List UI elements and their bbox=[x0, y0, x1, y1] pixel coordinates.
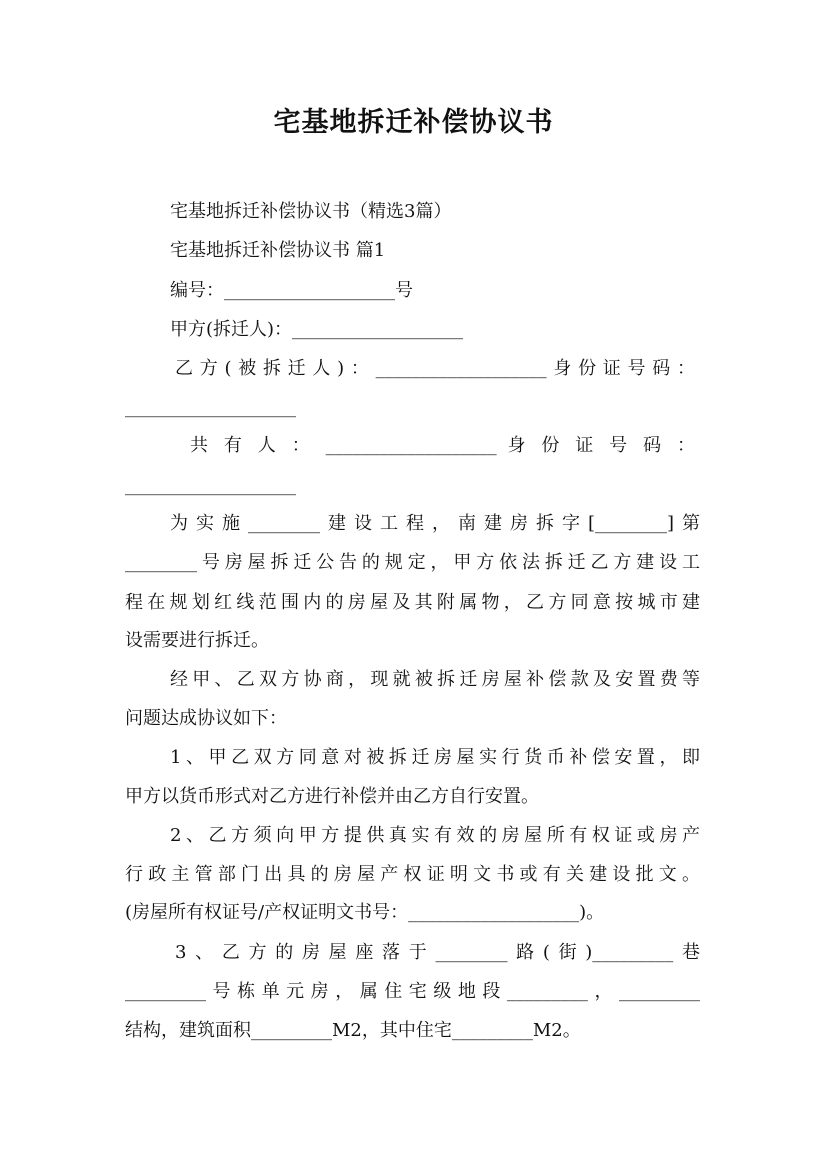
paragraph-line: 设需要进行拆迁。 bbox=[125, 630, 269, 651]
paragraph-line: 编号：___________________号 bbox=[170, 280, 413, 301]
paragraph-line: 问题达成协议如下： bbox=[125, 708, 287, 729]
paragraph-line: 3、乙方的房屋座落于________路(街)_________巷 bbox=[175, 942, 700, 963]
paragraph-line: 1、甲乙双方同意对被拆迁房屋实行货币补偿安置，即 bbox=[170, 747, 700, 768]
document-title: 宅基地拆迁补偿协议书 bbox=[273, 107, 554, 138]
paragraph-line: 甲方以货币形式对乙方进行补偿并由乙方自行安置。 bbox=[125, 786, 539, 807]
paragraph-line: ___________________ bbox=[125, 475, 296, 496]
paragraph-line: 程在规划红线范围内的房屋及其附属物，乙方同意按城市建 bbox=[125, 592, 700, 613]
paragraph-line: ___________________ bbox=[125, 397, 296, 418]
paragraph-line: (房屋所有权证号/产权证明文书号：___________________)。 bbox=[125, 902, 605, 923]
paragraph-line: ________号房屋拆迁公告的规定，甲方依法拆迁乙方建设工 bbox=[125, 552, 700, 573]
paragraph-line: 2、乙方须向甲方提供真实有效的房屋所有权证或房产 bbox=[170, 825, 700, 846]
paragraph-line: 乙方(被拆迁人)：___________________身份证号码： bbox=[175, 358, 695, 379]
paragraph-line: 甲方(拆迁人)：___________________ bbox=[170, 319, 464, 340]
paragraph-line: 行政主管部门出具的房屋产权证明文书或有关建设批文。 bbox=[125, 864, 700, 885]
paragraph-line: 宅基地拆迁补偿协议书（精选3篇） bbox=[170, 201, 452, 222]
paragraph-line: 结构，建筑面积_________M2，其中住宅_________M2。 bbox=[125, 1020, 581, 1041]
paragraph-line: 经甲、乙双方协商，现就被拆迁房屋补偿款及安置费等 bbox=[170, 669, 700, 690]
paragraph-line: _________号栋单元房，属住宅级地段_________，_________ bbox=[125, 981, 700, 1002]
paragraph-line: 宅基地拆迁补偿协议书 篇1 bbox=[170, 240, 386, 261]
paragraph-line: 为实施________建设工程，南建房拆字[________]第 bbox=[170, 513, 700, 534]
paragraph-line: 共 有 人 ： ___________________ 身 份 证 号 码 ： bbox=[190, 435, 695, 456]
